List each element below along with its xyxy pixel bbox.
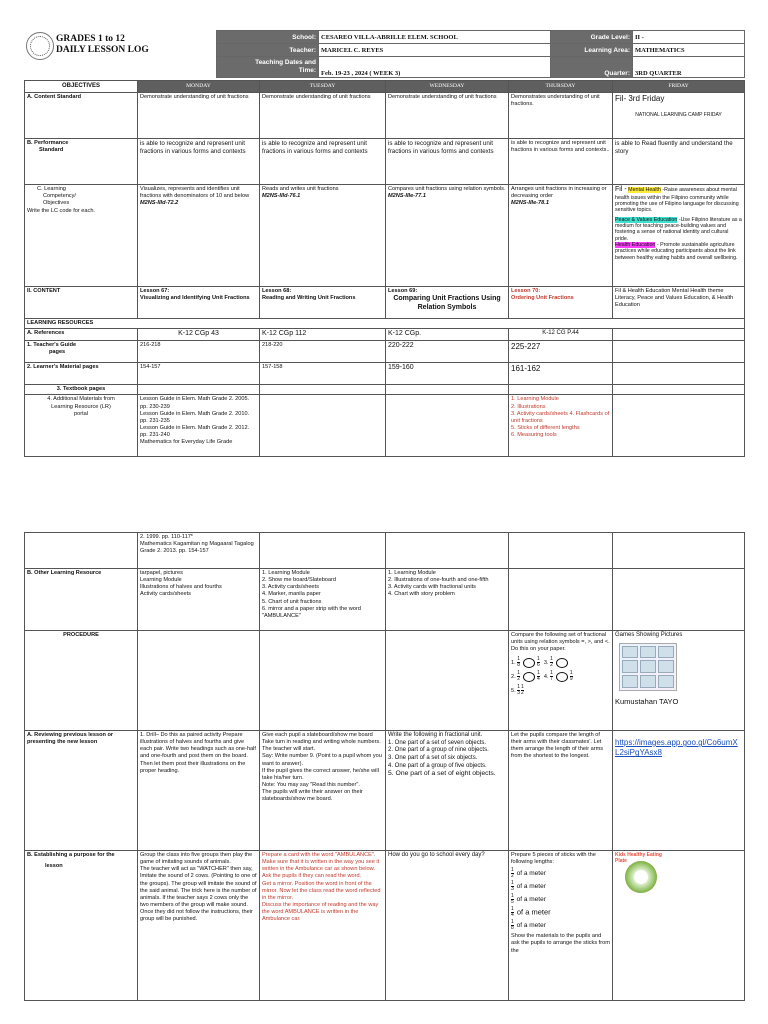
day-wednesday: WEDNESDAY — [386, 81, 509, 93]
competency-mon: Visualizes, represents and identifies unit fractions with denominators of 10 and below M2NS-IIId-72.2 — [138, 185, 260, 287]
header-info-table — [216, 30, 745, 78]
dates-value: Feb. 19-23 , 2024 ( WEEK 3) — [319, 57, 551, 78]
reviewing-wed: Write the following in fractional unit. 1. One part of a set of seven objects. 2. One part of a group of nine objects. 3. One part of a set of six objects. 4. One part of a group of five objects. 5. One part of a set of eight objects. — [386, 731, 509, 851]
area-value: MATHEMATICS — [633, 44, 745, 57]
procedure-wed — [386, 631, 509, 731]
cont-wed — [386, 533, 509, 569]
references-thu: K-12 CG P.44 — [509, 329, 613, 341]
content-wed: Lesson 69: Comparing Unit Fractions Using Relation Symbols — [386, 287, 509, 319]
page-2 — [0, 532, 768, 1024]
learning-resources-heading: LEARNING RESOURCES — [25, 319, 745, 329]
purpose-wed: How do you go to school every day? — [386, 851, 509, 1001]
learners-materials-fri — [613, 363, 745, 385]
learners-materials-tue: 157-158 — [260, 363, 386, 385]
competency-wed: Compares unit fractions using relation symbols. M2NS-IIIe-77.1 — [386, 185, 509, 287]
purpose-label: B. Establishing a purpose for the lesson — [25, 851, 138, 1001]
reviewing-mon: 1. Drill– Do this as paired activity Prepare illustrations of halves and fourths and give each pair. Write two headings such as one-half and one-fourth and post them on the board. Then let them post their illustrations on the proper heading. — [138, 731, 260, 851]
learners-materials-label: 2. Learner's Material pages — [25, 363, 138, 385]
content-standard-label: A. Content Standard — [25, 93, 138, 139]
area-label: Learning Area: — [551, 44, 633, 57]
fraction-compare-list: 1. $\frac{1}{8}$ $\frac{1}{6}$ 3. $\frac{1}{2}$ 2. $\frac{1}{2}$ $\frac{1}{4}$ 4. $\frac{1}{7}$ $\frac{1}{9}$ 5. $\frac{1}{3}$ $\frac{1}{2}$ — [511, 656, 573, 697]
performance-standard-thu: is able to recognize and represent unit fractions in various forms and contexts.. — [509, 139, 613, 185]
performance-standard-tue: is able to recognize and represent unit fractions in various forms and contexts — [260, 139, 386, 185]
content-standard-mon: Demonstrate understanding of unit fractions — [138, 93, 260, 139]
additional-materials-mon: Lesson Guide in Elem. Math Grade 2. 2005. pp. 230-239 Lesson Guide in Elem. Math Grade 2. 2010. pp. 231-235 Lesson Guide in Elem. Math Grade 2. 2012. pp. 231-240 Mathematics for Everyday Life Grade — [138, 395, 260, 457]
day-tuesday: TUESDAY — [260, 81, 386, 93]
cont-fri — [613, 533, 745, 569]
performance-standard-wed: is able to recognize and represent unit fractions in various forms and contexts — [386, 139, 509, 185]
other-resources-mon: tarpapel, pictures Learning Module Illustrations of halves and fourths Activity cards/sheets — [138, 569, 260, 631]
textbook-mon — [138, 385, 260, 395]
additional-materials-fri — [613, 395, 745, 457]
games-pictures-image — [619, 643, 677, 691]
reviewing-tue: Give each pupil a slateboard/show me board Take turn in reading and writing whole numbers. The teacher will start. Say: Write number 9. (Point to a pupil whom you want to answer). If the pupil gives the correct answer, he/she will take his/her turn. Note: You may say "Read this number". The pupils will write their answer on their slateboards/show me board. — [260, 731, 386, 851]
competency-fri: Fil - Mental Health -Raise awareness about mental health issues within the Filipino community while promoting the use of Filipino language for discussing sensitive topics. Peace & Values Education -Use Filipino literature as a medium for teaching peace-building values and fostering a sense of national identity and cultural pride. Health Education - Promote sustainable agriculture practices while educating participants about the link between healthy eating habits and overall wellbeing. — [613, 185, 745, 287]
teachers-guide-thu: 225-227 — [509, 341, 613, 363]
cont-tue — [260, 533, 386, 569]
additional-materials-label: 4. Additional Materials from Learning Resource (LR) portal — [25, 395, 138, 457]
teachers-guide-wed: 220-222 — [386, 341, 509, 363]
learners-materials-thu: 161-162 — [509, 363, 613, 385]
teachers-guide-fri — [613, 341, 745, 363]
lesson-log-table-page1 — [24, 80, 745, 457]
additional-materials-mon-cont: 2. 1999. pp. 110-117* Mathematics Kagamitan ng Magaaral Tagalog Grade 2. 2013. pp. 154-157 — [138, 533, 260, 569]
purpose-thu: Prepare 5 pieces of sticks with the following lengths: $\frac{1}{2}$ of a meter $\frac{1}{3}$ of a meter $\frac{1}{5}$ of a meter $\frac{1}{4}$ of a meter $\frac{1}{8}$ of a meter Show the materials to the pupils and ask the pupils to arrange the sticks from the — [509, 851, 613, 1001]
school-label: School: — [217, 31, 319, 44]
form-title-line2: DAILY LESSON LOG — [56, 45, 149, 55]
teachers-guide-mon: 216-218 — [138, 341, 260, 363]
quarter-label: Quarter: — [551, 57, 633, 78]
school-value: CESAREO VILLA-ABRILLE ELEM. SCHOOL — [319, 31, 551, 44]
day-monday: MONDAY — [138, 81, 260, 93]
textbook-fri — [613, 385, 745, 395]
procedure-fri — [613, 631, 745, 731]
kumustahan-caption: Kumustahan TAYO — [615, 696, 679, 706]
games-title: Games Showing Pictures — [615, 632, 683, 638]
performance-standard-fri: is able to Read fluently and understand the story — [613, 139, 745, 185]
deped-seal-icon — [26, 32, 54, 60]
teacher-value: MARICEL C. REYES — [319, 44, 551, 57]
reviewing-label: A. Reviewing previous lesson or presenting the new lesson — [25, 731, 138, 851]
textbook-thu — [509, 385, 613, 395]
references-wed: K-12 CGp. — [386, 329, 509, 341]
purpose-tue: Prepare a card with the word "AMBULANCE". Make sure that it is written in the way you see it written in the Ambulance car as shown below. Ask the pupils if they can read the word. Get a mirror. Position the word in front of the mirror. Now let the class read the word reflected in the mirror. Discuss the importance of reading and the way the word AMBULANCE is written in the Ambulance car. — [260, 851, 386, 1001]
grade-label: Grade Level: — [551, 31, 633, 44]
fri-fil-title: Fil- 3rd Friday — [615, 94, 665, 104]
textbook-wed — [386, 385, 509, 395]
competency-label: C. Learning Competency/ Objectives Write the LC code for each. — [25, 185, 138, 287]
content-standard-thu: Demonstrates understanding of unit fractions. — [509, 93, 613, 139]
games-link[interactable]: https://images.app.goo.gl/Co6umXL2siPgYAsx8 — [615, 738, 738, 758]
dates-label: Teaching Dates and Time: — [217, 57, 319, 78]
additional-materials-wed — [386, 395, 509, 457]
form-title-line1: GRADES 1 to 12 — [56, 34, 125, 44]
other-resources-thu — [509, 569, 613, 631]
reviewing-fri — [613, 731, 745, 851]
healthy-eating-plate-icon: Kids Healthy Eating Plate — [615, 852, 667, 898]
purpose-fri — [613, 851, 745, 1001]
day-thursday: THURSDAY — [509, 81, 613, 93]
content-mon: Lesson 67: Visualizing and Identifying Unit Fractions — [138, 287, 260, 319]
teachers-guide-tue: 218-220 — [260, 341, 386, 363]
cont-thu — [509, 533, 613, 569]
other-resources-wed: 1. Learning Module 2. Illustrations of one-fourth and one-fifth 3. Activity cards with fractional units 4. Chart with story problem — [386, 569, 509, 631]
textbook-tue — [260, 385, 386, 395]
teachers-guide-label: 1. Teacher's Guide pages — [25, 341, 138, 363]
textbook-label: 3. Textbook pages — [25, 385, 138, 395]
content-standard-fri — [613, 93, 745, 139]
additional-materials-thu: 1. Learning Module 2. Illustrations 3. Activity cards/sheets 4. Flashcards of unit fractions 5. Sticks of different lengths 6. Measuring tools — [509, 395, 613, 457]
additional-materials-tue — [260, 395, 386, 457]
content-thu: Lesson 70: Ordering Unit Fractions — [509, 287, 613, 319]
content-label: II. CONTENT — [25, 287, 138, 319]
procedure-tue — [260, 631, 386, 731]
references-fri — [613, 329, 745, 341]
other-resources-tue: 1. Learning Module 2. Show me board/Slateboard 3. Activity cards/sheets 4. Marker, manila paper 5. Chart of unit fractions 6. mirror and a paper strip with the word "AMBULANCE" — [260, 569, 386, 631]
quarter-value: 3RD QUARTER — [633, 57, 745, 78]
references-tue: K-12 CGp 112 — [260, 329, 386, 341]
references-label: A. References — [25, 329, 138, 341]
grade-value: II - — [633, 31, 745, 44]
competency-thu: Arranges unit fractions in increasing or decreasing order M2NS-IIIe-78.1 — [509, 185, 613, 287]
teacher-label: Teacher: — [217, 44, 319, 57]
procedure-thu: Compare the following set of fractional units using relation symbols =, >, and <. Do this on your paper. 1. $\frac{1}{8}$ $\frac{1}{6}$ 3. $\frac{1}{2}$ 2. $\frac{1}{2}$ $\frac{1}{4}$ 4. $\frac{1}{7}$ $\frac{1}{9}$ 5. $\frac{1}{3}$ $\frac{1}{2}$ — [509, 631, 613, 731]
lesson-log-table-page2 — [24, 532, 745, 1001]
purpose-mon: Group the class into five groups then play the game of imitating sounds of animals. The teacher will act as "WATCHER" then say, Imitate the sound of 2 cows. (Pointing to one of the groups). The group will imitate the sound of the said animal. The trick here is the number of animals. If the teacher says 2 cows only the two members of the group will make sound. Once they did not follow the instructions, their group will be punished. — [138, 851, 260, 1001]
performance-standard-mon: is able to recognize and represent unit fractions in various forms and contexts — [138, 139, 260, 185]
objectives-heading: OBJECTIVES — [25, 81, 138, 93]
procedure-mon — [138, 631, 260, 731]
procedure-label: PROCEDURE — [25, 631, 138, 731]
stick-lengths-list: $\frac{1}{2}$ of a meter $\frac{1}{3}$ of a meter $\frac{1}{5}$ of a meter $\frac{1}{4}$ of a meter $\frac{1}{8}$ of a meter — [511, 867, 551, 932]
fri-camp-label: NATIONAL LEARNING CAMP FRIDAY — [635, 112, 722, 119]
day-friday: FRIDAY — [613, 81, 745, 93]
content-standard-tue: Demonstrate understanding of unit fractions — [260, 93, 386, 139]
content-tue: Lesson 68: Reading and Writing Unit Fractions — [260, 287, 386, 319]
other-resources-label: B. Other Learning Resource — [25, 569, 138, 631]
page-1 — [0, 0, 768, 490]
reviewing-thu: Let the pupils compare the length of their arms with their classmates'. Let them arrange the length of their arms from the shortest to the longest. — [509, 731, 613, 851]
competency-tue: Reads and writes unit fractions M2NS-IIId-76.1 — [260, 185, 386, 287]
references-mon: K-12 CGp 43 — [138, 329, 260, 341]
performance-standard-label: B. Performance Standard — [25, 139, 138, 185]
learners-materials-mon: 154-157 — [138, 363, 260, 385]
content-standard-wed: Demonstrate understanding of unit fractions — [386, 93, 509, 139]
cont-label — [25, 533, 138, 569]
content-fri: Fil & Health Education Mental Health theme Literacy, Peace and Values Education, & Health Education — [613, 287, 745, 319]
learners-materials-wed: 159-160 — [386, 363, 509, 385]
other-resources-fri — [613, 569, 745, 631]
